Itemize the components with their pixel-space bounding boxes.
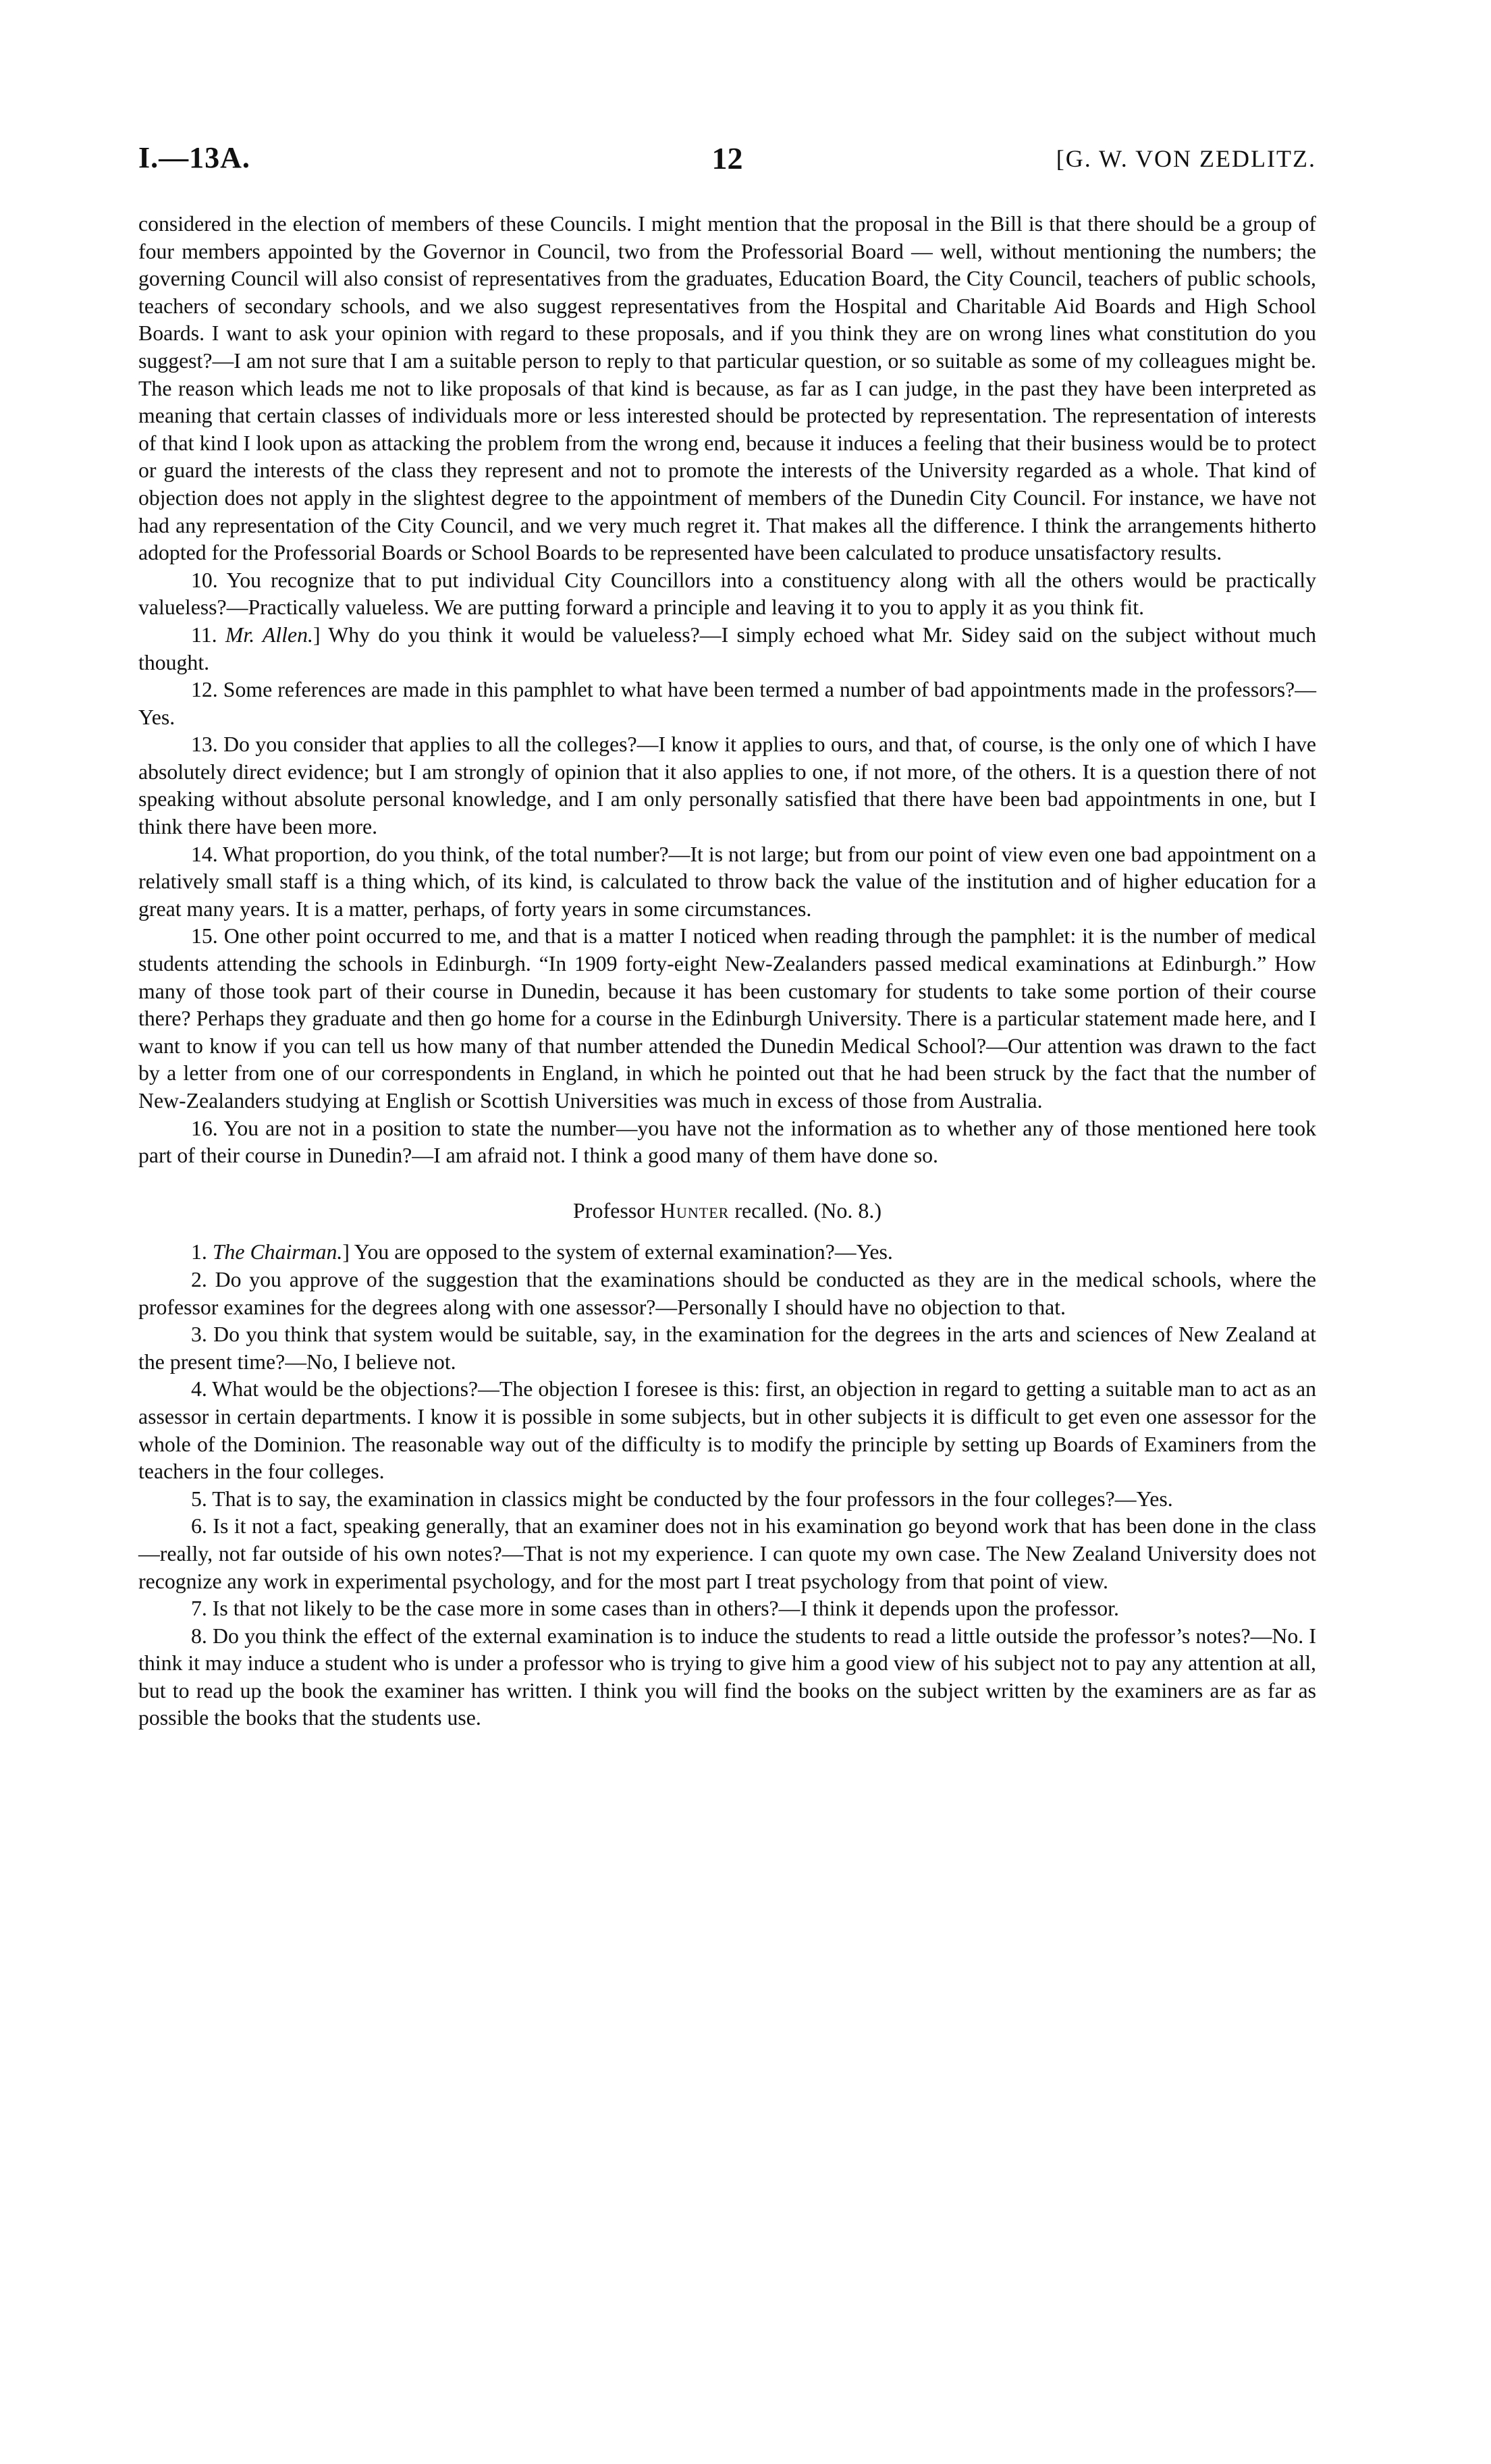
section-witness: Hunter [659,1198,730,1223]
hunter-question-7: 7. Is that not likely to be the case more in some cases than in others?—I think it depends upon the professor. [191,1597,1119,1621]
question-16: 16. You are not in a position to state the number—you have not the information as to whether any of those mentioned here took part of their course in Dunedin?—I am afraid not. I think a good many of them have done so. [138,1116,1316,1168]
question-text: ] You are opposed to the system of external examination?—Yes. [342,1240,893,1264]
section-prefix: Professor [573,1198,655,1223]
hunter-question-1 [138,1239,1316,1266]
hunter-question-6: 6. Is it not a fact, speaking generally, that an examiner does not in his examination go beyond work that has been done in the class—really, not far outside of his own notes?—That is not my experience. I can quote my own case. The New Zealand University does not recognize any work in experimental psychology, and for the most part I treat psychology from that point of view. [138,1514,1316,1593]
page-header [138,140,1316,181]
question-13: 13. Do you consider that applies to all the colleges?—I know it applies to ours, and that, of course, is the only one of which I have absolutely direct evidence; but I am strongly of opinion that it also applies to one, if not more, of the others. It is a question there of not speaking without absolute personal knowledge, and I am only personally satisfied that there have been bad appointments in one, but I think there have been more. [138,732,1316,839]
paragraph-continued: considered in the election of members of these Councils. I might mention that the proposal in the Bill is that there should be a group of four members appointed by the Governor in Council, two from the Professorial Board — well, without mentioning the numbers; the governing Council will also consist of representatives from the graduates, Education Board, the City Council, teachers of public schools, teachers of secondary schools, and we also suggest representatives from the Hospital and Charitable Aid Boards and High School Boards. I want to ask your opinion with regard to these proposals, and if you think they are on wrong lines what constitution do you suggest?—I am not sure that I am a suitable person to reply to that particular question, or so suitable as some of my colleagues might be. The reason which leads me not to like proposals of that kind is because, as far as I can judge, in the past they have been interpreted as meaning that certain classes of individuals more or less interested should be protected by representation. The representation of interests of that kind I look upon as attacking the problem from the wrong end, because it induces a feeling that their business would be to protect or guard the interests of the class they represent and not to promote the interests of the University regarded as a whole. That kind of objection does not apply in the slightest degree to the appointment of members of the Dunedin City Council. For instance, we have not had any representation of the City Council, and we very much regret it. That makes all the difference. I think the arrangements hitherto adopted for the Professorial Boards or School Boards to be represented have been calculated to produce unsatisfactory results. [138,212,1316,565]
hunter-question-2: 2. Do you approve of the suggestion that the examinations should be conducted as they are in the medical schools, where the professor examines for the degrees along with one assessor?—Personally I should have no objection to that. [138,1267,1316,1319]
hunter-question-8: 8. Do you think the effect of the external examination is to induce the students to read a little outside the professor’s notes?—No. I think it may induce a student who is under a professor who is trying to give him a good view of his subject not to pay any attention at all, but to read up the book the examiner has written. I think you will find the books on the subject written by the examiners are as far as possible the books that the students use. [138,1624,1316,1730]
witness-name: [G. W. VON ZEDLITZ. [1056,145,1316,172]
question-12: 12. Some references are made in this pamphlet to what have been termed a number of bad appointments made in the professors?—Yes. [138,678,1316,729]
speaker-name: The Chairman. [212,1240,343,1264]
question-number: 1. [191,1240,207,1264]
hunter-question-5: 5. That is to say, the examination in classics might be conducted by the four professors in the four colleges?—Yes. [191,1487,1173,1511]
question-11 [138,622,1316,676]
question-15: 15. One other point occurred to me, and that is a matter I noticed when reading through the pamphlet: it is the number of medical students attending the schools in Edinburgh. “In 1909 forty-eight New-Zealanders passed medical examinations at Edinburgh.” How many of those took part of their course in Dunedin, because it has been customary for students to take some portion of their course there? Perhaps they graduate and then go home for a course in the Edinburgh University. There is a particular statement made here, and I want to know if you can tell us how many of that number attended the Dunedin Medical School?—Our attention was drawn to the fact by a letter from one of our correspondents in England, in which he pointed out that he had been struck by the fact that the number of New-Zealanders studying at English or Scottish Universities was much in excess of those from Australia. [138,924,1316,1113]
section-suffix: recalled. (No. 8.) [734,1198,882,1223]
hunter-question-4: 4. What would be the objections?—The objection I foresee is this: first, an objection in regard to getting a suitable man to act as an assessor in certain departments. I know it is possible in some subjects, but in other subjects it is difficult to get even one assessor for the whole of the Dominion. The reasonable way out of the difficulty is to modify the principle by setting up Boards of Examiners from the teachers in the four colleges. [138,1377,1316,1484]
page-number: 12 [711,141,743,176]
question-10: 10. You recognize that to put individual City Councillors into a constituency along with all the others would be practically valueless?—Practically valueless. We are putting forward a principle and leaving it to you to apply it as you think fit. [138,568,1316,620]
document-reference: I.—13A. [138,141,250,174]
page-body [138,211,1316,1732]
speaker-name: Mr. Allen. [225,622,313,647]
question-text: ] Why do you think it would be valueless?—I simply echoed what Mr. Sidey said on the subject without much thought. [138,622,1316,674]
question-14: 14. What proportion, do you think, of the total number?—It is not large; but from our point of view even one bad appointment on a relatively small staff is a thing which, of its kind, is calculated to throw back the value of the institution and of higher education for a great many years. It is a matter, perhaps, of forty years in some circumstances. [138,842,1316,921]
question-number: 11. [191,622,217,647]
hunter-question-3: 3. Do you think that system would be suitable, say, in the examination for the degrees in the arts and sciences of New Zealand at the present time?—No, I believe not. [138,1322,1316,1374]
section-heading [138,1197,1316,1225]
